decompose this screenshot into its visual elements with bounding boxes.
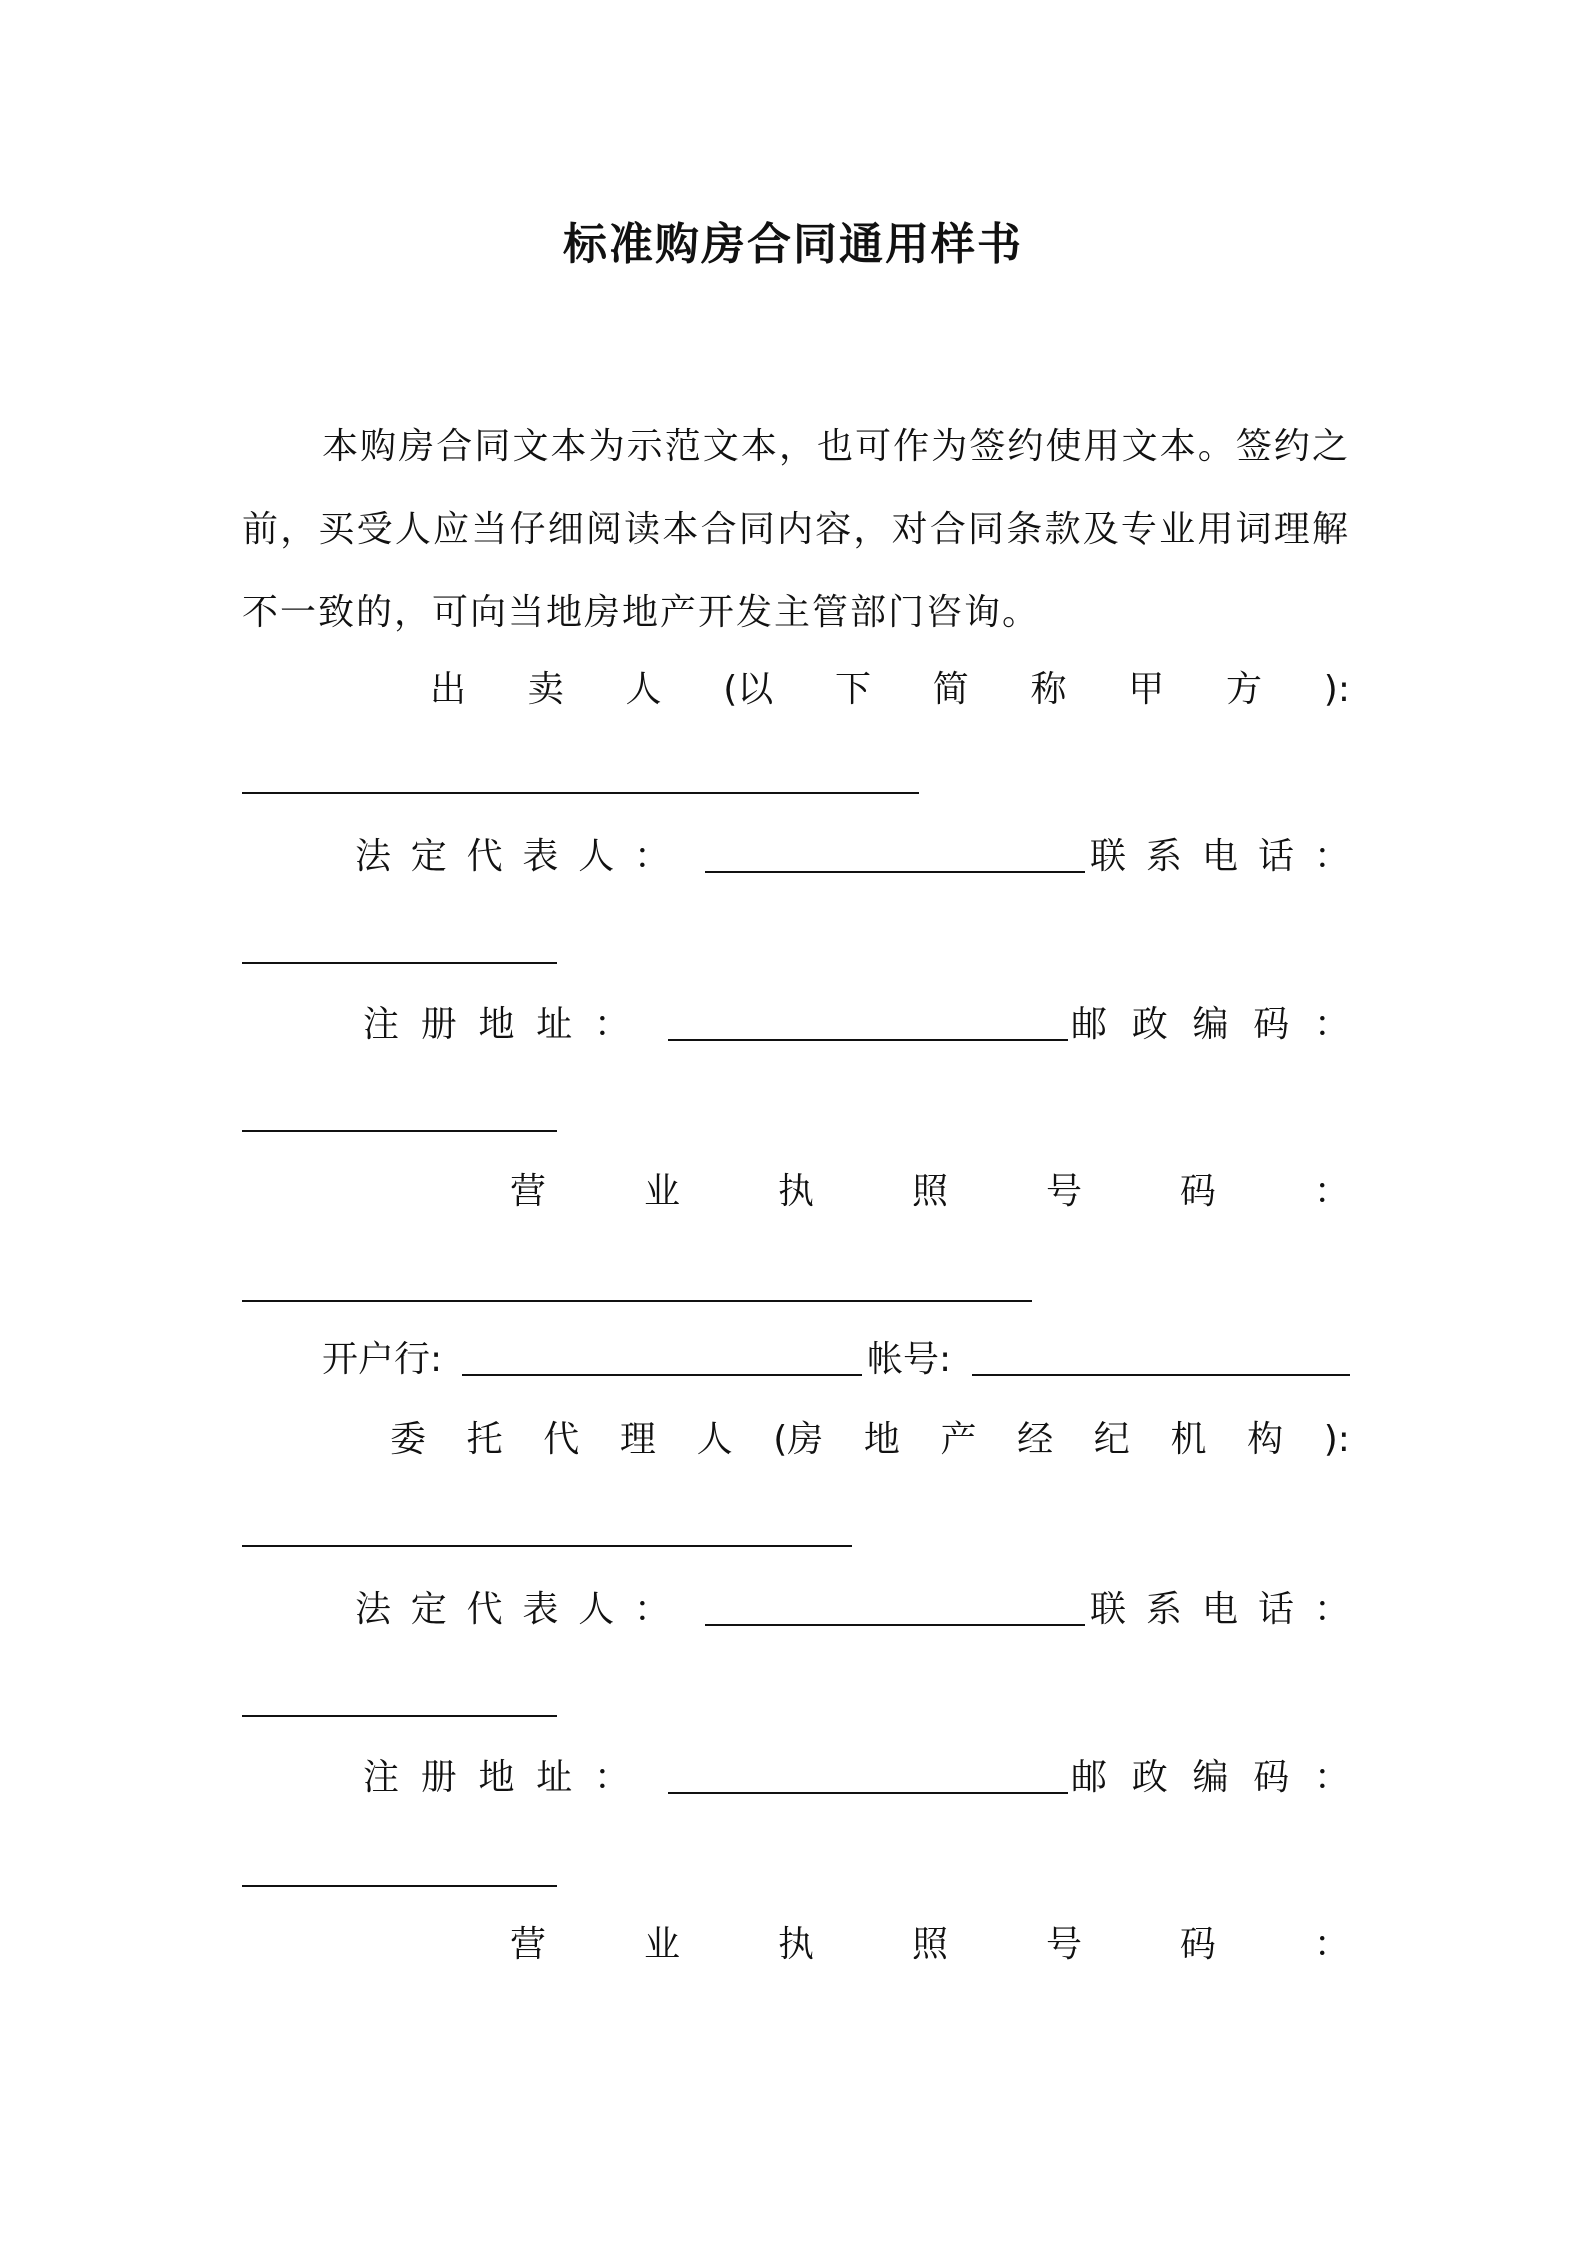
- seller-phone-label: 联 系 电 话 ：: [1090, 836, 1350, 877]
- account-blank[interactable]: [972, 1330, 1350, 1376]
- agent-address-row: [363, 1748, 1350, 1808]
- seller-phone-blank[interactable]: [242, 962, 557, 964]
- agent-postcode-blank[interactable]: [242, 1885, 557, 1887]
- account-label: 帐号:: [867, 1339, 952, 1380]
- seller-license-blank[interactable]: [242, 1300, 1032, 1302]
- seller-address-label: 注 册 地 址 ：: [363, 1004, 630, 1045]
- agent-address-label: 注 册 地 址 ：: [363, 1757, 630, 1798]
- seller-bank-row: [322, 1330, 1352, 1390]
- agent-name-blank[interactable]: [242, 1545, 852, 1547]
- seller-postcode-blank[interactable]: [242, 1130, 557, 1132]
- seller-address-row: [363, 995, 1350, 1055]
- seller-heading: 出 卖 人 (以 下 简 称 甲 方 ):: [430, 669, 1350, 710]
- agent-license-label: 营 业 执 照 号 码 ：: [510, 1924, 1350, 1965]
- agent-phone-label: 联 系 电 话 ：: [1090, 1589, 1350, 1630]
- seller-postcode-label: 邮 政 编 码 ：: [1071, 1004, 1350, 1045]
- seller-address-blank[interactable]: [668, 995, 1068, 1041]
- seller-legal-rep-label: 法 定 代 表 人 ：: [355, 836, 670, 877]
- agent-legal-rep-label: 法 定 代 表 人 ：: [355, 1589, 670, 1630]
- seller-license-label: 营 业 执 照 号 码 ：: [510, 1171, 1350, 1212]
- seller-legal-rep-blank[interactable]: [705, 827, 1085, 873]
- bank-blank[interactable]: [462, 1330, 862, 1376]
- intro-paragraph: [242, 405, 1350, 654]
- seller-legal-rep-row: [355, 827, 1350, 887]
- bank-label: 开户行:: [322, 1339, 443, 1380]
- agent-address-blank[interactable]: [668, 1748, 1068, 1794]
- agent-phone-blank[interactable]: [242, 1715, 557, 1717]
- intro-text: 本购房合同文本为示范文本，也可作为签约使用文本。签约之前，买受人应当仔细阅读本合同内容，对合同条款及专业用词理解不一致的，可向当地房地产开发主管部门咨询。: [242, 426, 1350, 633]
- agent-legal-rep-blank[interactable]: [705, 1580, 1085, 1626]
- contract-title: 标准购房合同通用样书: [563, 219, 1023, 270]
- seller-name-blank[interactable]: [242, 792, 919, 794]
- agent-legal-rep-row: [355, 1580, 1350, 1640]
- agent-heading: 委 托 代 理 人 (房 地 产 经 纪 机 构 ):: [390, 1419, 1350, 1460]
- agent-postcode-label: 邮 政 编 码 ：: [1071, 1757, 1350, 1798]
